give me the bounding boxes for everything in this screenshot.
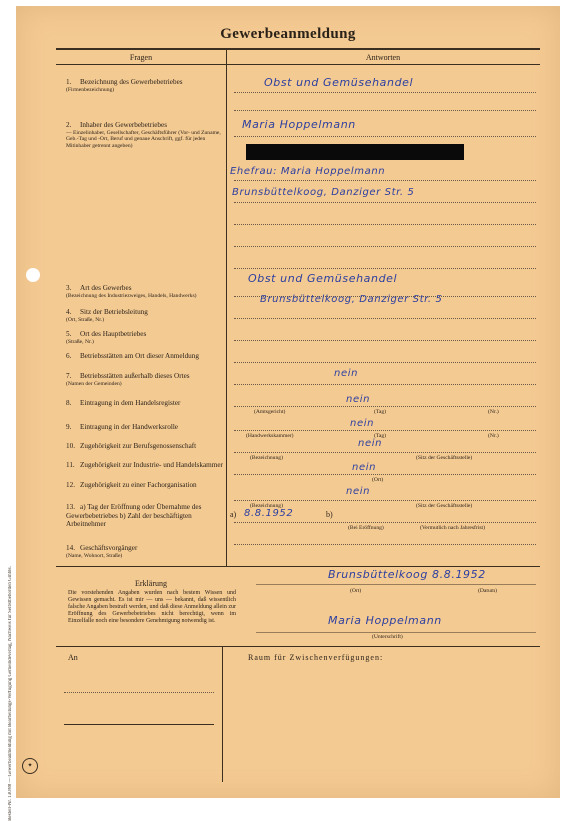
- answer-line: [234, 500, 536, 501]
- caption-tag: (Tag): [374, 409, 387, 415]
- answer-3: Obst und Gemüsehandel: [248, 272, 398, 285]
- answer-11: nein: [358, 438, 383, 449]
- address-line: [64, 724, 214, 725]
- answer-line: [234, 452, 536, 453]
- question-2: 2. Inhaber des Gewerbebetriebes — Einzelinhaber, Gesellschafter, Geschäftsführer (Vor- und Zuname, Geb.-Tag und -Ort, Beruf und genaue Anschrift, ggf. für jeden Mitinhaber getrennt angeben): [66, 121, 221, 150]
- caption-ort-sig: (Ort): [350, 588, 362, 594]
- question-1: 1. Bezeichnung des Gewerbebetriebes (Firmenbezeichnung): [66, 78, 183, 93]
- answer-line: [234, 202, 536, 203]
- caption-tag: (Tag): [374, 433, 387, 439]
- answer-line: [234, 362, 536, 363]
- address-line: [64, 692, 214, 693]
- answers-header: Antworten: [365, 53, 401, 62]
- punch-hole: [26, 268, 40, 282]
- form-title: Gewerbeanmeldung: [220, 26, 356, 42]
- top-rule: [56, 48, 540, 50]
- caption-handwerkskammer: (Handwerkskammer): [246, 433, 294, 439]
- place-date: Brunsbüttelkoog 8.8.1952: [328, 568, 486, 581]
- signature: Maria Hoppelmann: [328, 614, 442, 627]
- questions-header: Fragen: [129, 53, 153, 62]
- question-11: 11. Zugehörigkeit zur Industrie- und Handelskammer: [66, 461, 223, 469]
- answer-1: Obst und Gemüsehandel: [264, 76, 414, 89]
- answer-12: nein: [352, 462, 377, 473]
- caption-ort: (Ort): [372, 477, 384, 483]
- side-imprint: Bestell-Nr. 130/88 — Gewerbeanmeldung mit Bearbeitungs-Verfügung Gemeindeverlag, Nachweis für Selbstbehörden GmbH.: [8, 566, 13, 821]
- answer-line: [234, 406, 536, 407]
- caption-sitz: (Sitz der Geschäftsstelle): [416, 455, 473, 461]
- address-label: An: [68, 653, 78, 662]
- form-sheet: [8, 6, 560, 821]
- bottom-rule: [56, 646, 540, 647]
- question-6: 6. Betriebsstätten am Ort dieser Anmeldung: [66, 352, 199, 360]
- answer-line: [234, 180, 536, 181]
- interim-orders-label: Raum für Zwischenverfügungen:: [248, 653, 384, 662]
- answer-8: nein: [334, 368, 359, 379]
- caption-sitz: (Sitz der Geschäftsstelle): [416, 503, 473, 509]
- answer-line: [234, 474, 536, 475]
- answer-line: [234, 92, 536, 93]
- bottom-divider: [222, 646, 223, 782]
- answer-13: nein: [346, 486, 371, 497]
- caption-bei-eroeffnung: (Bei Eröffnung): [348, 525, 384, 531]
- answer-2-line3: Brunsbüttelkoog, Danziger Str. 5: [232, 187, 415, 198]
- question-10: 10. Zugehörigkeit zur Berufsgenossenschaft: [66, 442, 197, 450]
- redaction-bar: [246, 144, 464, 160]
- publisher-seal-icon: ✦: [22, 758, 38, 774]
- answer-line: [234, 340, 536, 341]
- erklaerung-text: Die vorstehenden Angaben wurden nach bestem Wissen und Gewissen gemacht. Es ist mir — uns — bekannt, daß wissentlich falsche Angaben bestraft werden, und daß diese Anmeldung allein zur Eröffnung des Gewerbebetriebes nicht berechtigt, wenn im Einzelfalle noch eine besondere Genehmigung notwendig ist.: [68, 590, 236, 624]
- question-14: 14. Geschäftsvorgänger (Name, Wohnort, Straße): [66, 544, 138, 559]
- answer-line: [234, 318, 536, 319]
- place-date-line: [256, 584, 536, 585]
- caption-bezeichnung: (Bezeichnung): [250, 503, 283, 509]
- caption-amtsgericht: (Amtsgericht): [254, 409, 286, 415]
- answer-line: [234, 136, 536, 137]
- caption-bezeichnung: (Bezeichnung): [250, 455, 283, 461]
- answer-line: [234, 430, 536, 431]
- question-9: 9. Eintragung in der Handwerksrolle: [66, 423, 178, 431]
- section-rule: [56, 566, 540, 567]
- question-8: 8. Eintragung in dem Handelsregister: [66, 399, 181, 407]
- answer-2-line2: Ehefrau: Maria Hoppelmann: [230, 166, 386, 177]
- item-a-label: a): [230, 510, 237, 519]
- caption-nr: (Nr.): [488, 409, 499, 415]
- column-divider: [226, 49, 227, 566]
- answer-10: nein: [350, 418, 375, 429]
- answer-line: [234, 268, 536, 269]
- item-b-label: b): [326, 510, 333, 519]
- question-12: 12. Zugehörigkeit zu einer Fachorganisation: [66, 481, 197, 489]
- question-3: 3. Art des Gewerbes (Bezeichnung des Industriezweiges, Handels, Handwerks): [66, 284, 197, 299]
- answer-9: nein: [346, 394, 371, 405]
- answer-line: [234, 384, 536, 385]
- answer-line: [234, 544, 536, 545]
- header-rule: [56, 64, 540, 65]
- answer-4: Brunsbüttelkoog, Danziger Str. 5: [260, 294, 443, 305]
- caption-vermutlich: (Vermutlich nach Jahresfrist): [420, 525, 485, 531]
- question-5: 5. Ort des Hauptbetriebes (Straße, Nr.): [66, 330, 147, 345]
- question-4: 4. Sitz der Betriebsleitung (Ort, Straße, Nr.): [66, 308, 148, 323]
- answer-line: [234, 246, 536, 247]
- signature-line: [256, 632, 536, 633]
- answer-13a-date: 8.8.1952: [244, 508, 294, 519]
- answer-line: [234, 110, 536, 111]
- caption-unterschrift: (Unterschrift): [372, 634, 403, 640]
- question-7: 7. Betriebsstätten außerhalb dieses Ortes (Namen der Gemeinden): [66, 372, 190, 387]
- caption-datum: (Datum): [478, 588, 497, 594]
- answer-2-name: Maria Hoppelmann: [242, 118, 356, 131]
- answer-line: [234, 522, 536, 523]
- answer-line: [234, 224, 536, 225]
- question-13: 13. a) Tag der Eröffnung oder Übernahme des Gewerbebetriebes b) Zahl der beschäftigten Arbeitnehmer: [66, 503, 202, 529]
- caption-nr: (Nr.): [488, 433, 499, 439]
- erklaerung-title: Erklärung: [135, 579, 167, 588]
